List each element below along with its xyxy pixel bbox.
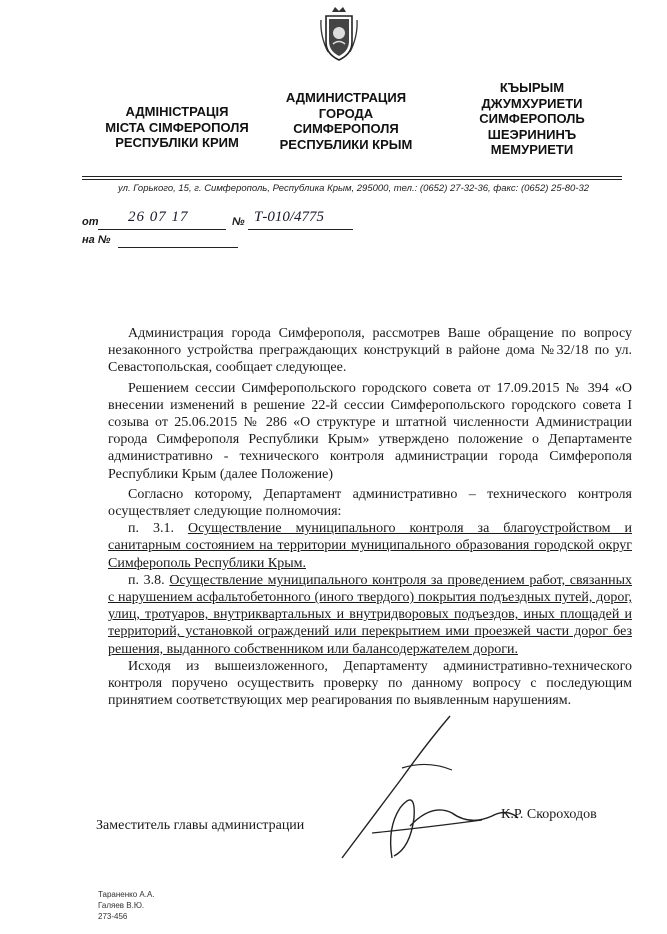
executor-info	[98, 889, 155, 922]
number-line	[248, 229, 353, 230]
header-divider-secondary	[82, 179, 622, 180]
header-russian-name: АДМИНИСТРАЦИЯ ГОРОДА СИМФЕРОПОЛЯ РЕСПУБЛИКИ КРЫМ	[279, 90, 413, 152]
clause-text: Осуществление муниципального контроля за проведением работ, связанных с нарушением асфальтобетонного (иного твердого) покрытия подъездных путей, дорог, улиц, тротуаров, внутриквартальных и внутридворовых подъездов, иных площадей и территорий, установкой ограждений или перекрытием ими проезжей части дорог без решения, выданного собственником или балансодержателем дороги.	[108, 572, 633, 657]
paragraph-intro: Администрация города Симферополя, рассмотрев Ваше обращение по вопросу незаконного устройства преграждающих конструкций в районе дома №32/18 по ул. Севастопольская, сообщает следующее.	[108, 326, 632, 376]
date-label: от	[82, 216, 99, 228]
reference-label: на №	[82, 234, 111, 246]
clause-text: Осуществление муниципального контроля за благоустройством и санитарным состоянием на территории муниципального образования городской округ Симферополь Республики Крым.	[108, 521, 633, 571]
paragraph-conclusion: Исходя из вышеизложенного, Департаменту административно-технического контроля поручено осуществить проверку по данному вопросу с последующим принятием соответствующих мер реагирования по выявленным нарушениям.	[108, 658, 632, 709]
coat-of-arms-emblem	[318, 6, 360, 62]
paragraph-powers: Согласно которому, Департамент административно – технического контроля осуществляет следующие полномочия:	[108, 486, 632, 520]
header-ukrainian-name: АДМІНІСТРАЦІЯ МІСТА СІМФЕРОПОЛЯ РЕСПУБЛІКИ КРИМ	[105, 104, 249, 150]
executor-name: Тараненко А.А.	[98, 890, 155, 899]
reference-line	[118, 247, 238, 248]
registration-date: 26 07 17	[128, 209, 189, 225]
paragraph-clause-3-8	[108, 572, 632, 658]
header-divider	[82, 176, 622, 177]
header-crimean-tatar-name: КЪЫРЫМ ДЖУМХУРИЕТИ СИМФЕРОПОЛЬ ШЕЭРИНИНЪ МЕМУРИЕТИ	[479, 80, 585, 157]
organization-address: ул. Горького, 15, г. Симферополь, Республика Крым, 295000, тел.: (0652) 27-32-36, факс: (0652) 25-80-32	[118, 183, 590, 194]
registration-number: Т-010/4775	[254, 209, 325, 225]
clause-number: п. 3.1.	[128, 521, 174, 537]
date-line	[98, 229, 226, 230]
signatory-name: К.Р. Скороходов	[501, 807, 597, 822]
number-label: №	[232, 216, 245, 228]
executor-name: Галяев В.Ю.	[98, 901, 145, 910]
paragraph-decision: Решением сессии Симферопольского городского совета от 17.09.2015 № 394 «О внесении изменений в решение 22-й сессии Симферопольского городского совета I созыва от 25.06.2015 № 286 «О структуре и штатной численности Администрации города Симферополя Республики Крым» утверждено положение о Департаменте административно - технического контроля администрации города Симферополя Республики Крым (далее Положение)	[108, 380, 632, 482]
clause-number: п. 3.8.	[128, 572, 165, 588]
handwritten-signature	[332, 708, 522, 878]
signatory-title: Заместитель главы администрации	[96, 818, 305, 833]
executor-phone: 273-456	[98, 912, 128, 921]
paragraph-clause-3-1	[108, 520, 632, 572]
letter-body	[108, 325, 632, 709]
